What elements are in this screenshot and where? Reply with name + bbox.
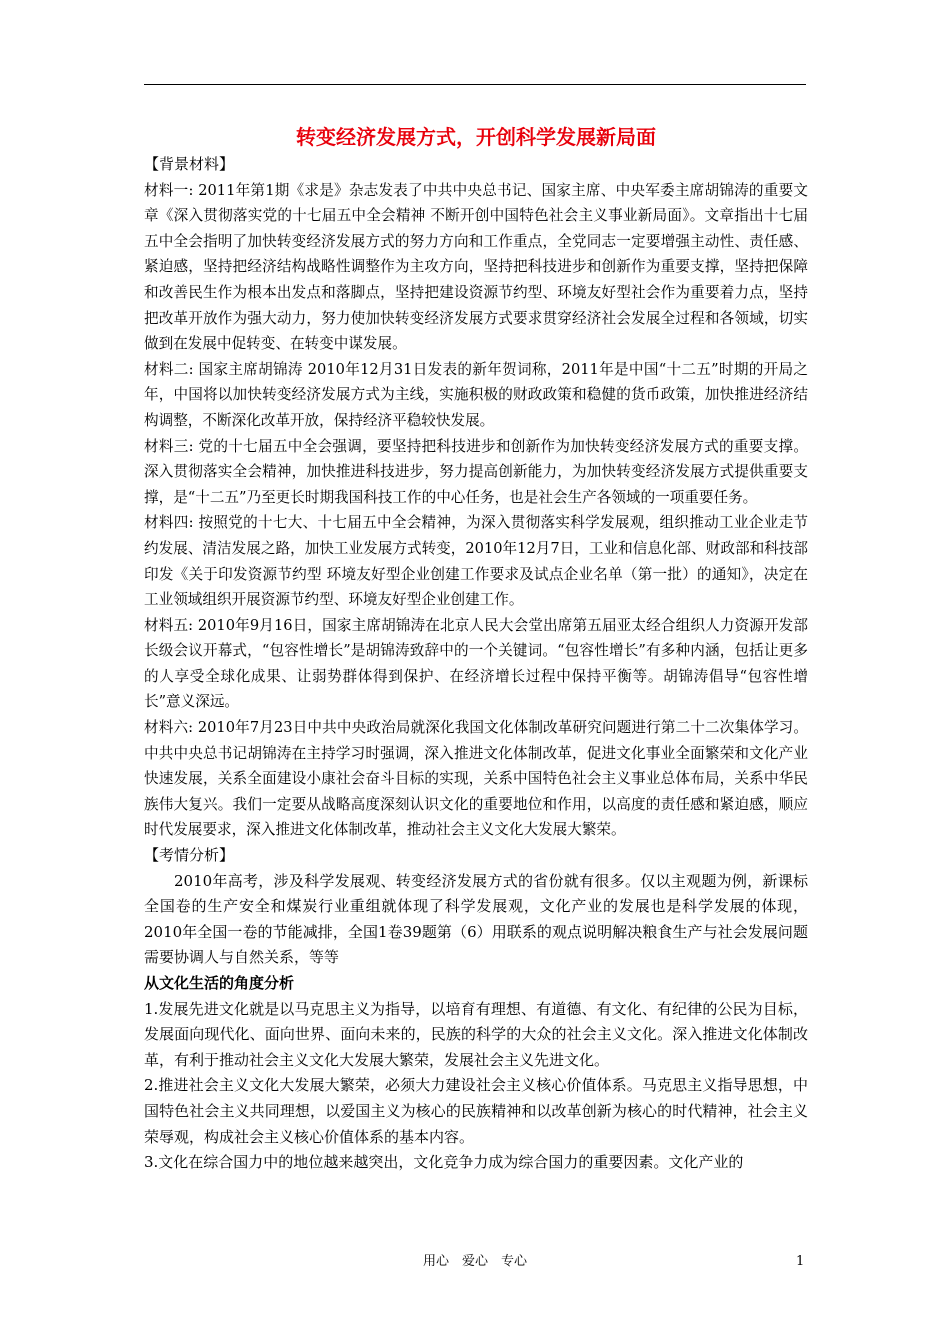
material-6: 材料六: 2010年7月23日中共中央政治局就深化我国文化体制改革研究问题进行第二十二次集体学习。中共中央总书记胡锦涛在主持学习时强调，深入推进文化体制改革，促进文化事业全面繁荣和文化产业快速发展，关系全面建设小康社会奋斗目标的实现，关系中国特色社会主义事业总体布局，关系中华民族伟大复兴。我们一定要从战略高度深刻认识文化的重要地位和作用，以高度的责任感和紧迫感，顺应时代发展要求，深入推进文化体制改革，推动社会主义文化大发展大繁荣。 xyxy=(144,719,808,839)
page-number: 1 xyxy=(796,1254,805,1269)
background-heading: 【背景材料】 xyxy=(144,155,235,173)
material-3: 材料三: 党的十七届五中全会强调，要坚持把科技进步和创新作为加快转变经济发展方式的重要支撑。深入贯彻落实全会精神，加快推进科技进步，努力提高创新能力，为加快转变经济发展方式提供重要支撑，是“十二五”乃至更长时期我国科技工作的中心任务，也是社会生产各领域的一项重要任务。 xyxy=(144,437,808,506)
culture-point-3: 3.文化在综合国力中的地位越来越突出，文化竞争力成为综合国力的重要因素。文化产业的 xyxy=(144,1153,744,1172)
header-rule xyxy=(144,84,806,85)
material-2: 材料二: 国家主席胡锦涛 2010年12月31日发表的新年贺词称，2011年是中国“十二五”时期的开局之年，中国将以加快转变经济发展方式为主线，实施积极的财政政策和稳健的货币政策，加快推进经济结构调整，不断深化改革开放，保持经济平稳较快发展。 xyxy=(144,360,808,429)
document-body xyxy=(144,122,808,1176)
culture-point-2: 2.推进社会主义文化大发展大繁荣，必须大力建设社会主义核心价值体系。马克思主义指导思想，中国特色社会主义共同理想，以爱国主义为核心的民族精神和以改革创新为核心的时代精神，社会主义荣辱观，构成社会主义核心价值体系的基本内容。 xyxy=(144,1076,808,1146)
material-5: 材料五: 2010年9月16日，国家主席胡锦涛在北京人民大会堂出席第五届亚太经合组织人力资源开发部长级会议开幕式，“包容性增长”是胡锦涛致辞中的一个关键词。“包容性增长”有多种内涵，包括让更多的人享受全球化成果、让弱势群体得到保护、在经济增长过程中保持平衡等。胡锦涛倡导“包容性增长”意义深远。 xyxy=(144,616,808,711)
analysis-heading: 【考情分析】 xyxy=(144,846,235,865)
footer-slogan: 用心 爱心 专心 xyxy=(422,1254,527,1269)
culture-heading: 从文化生活的角度分析 xyxy=(144,974,295,992)
analysis-text: 2010年高考，涉及科学发展观、转变经济发展方式的省份就有很多。仅以主观题为例，新课标全国卷的生产安全和煤炭行业重组就体现了科学发展观，文化产业的发展也是科学发展的体现，2010年全国一卷的节能减排，全国1卷39题第（6）用联系的观点说明解决粮食生产与社会发展问题需要协调人与自然关系，等等 xyxy=(144,871,808,967)
material-4: 材料四: 按照党的十七大、十七届五中全会精神，为深入贯彻落实科学发展观，组织推动工业企业走节约发展、清洁发展之路，加快工业发展方式转变，2010年12月7日，工业和信息化部、财政部和科技部印发《关于印发资源节约型 环境友好型企业创建工作要求及试点企业名单（第一批）的通知》，决定在工业领域组织开展资源节约型、环境友好型企业创建工作。 xyxy=(144,514,808,609)
culture-point-1: 1.发展先进文化就是以马克思主义为指导，以培育有理想、有道德、有文化、有纪律的公民为目标，发展面向现代化、面向世界、面向未来的，民族的科学的大众的社会主义文化。深入推进文化体制改革，有利于推动社会主义文化大发展大繁荣，发展社会主义先进文化。 xyxy=(144,999,808,1069)
material-1: 材料一: 2011年第1期《求是》杂志发表了中共中央总书记、国家主席、中央军委主席胡锦涛的重要文章《深入贯彻落实党的十七届五中全会精神 不断开创中国特色社会主义事业新局面》。文章指出十七届五中全会指明了加快转变经济发展方式的努力方向和工作重点，全党同志一定要增强主动性、责任感、紧迫感，坚持把经济结构战略性调整作为主攻方向，坚持把科技进步和创新作为重要支撑，坚持把保障和改善民生作为根本出发点和落脚点，坚持把建设资源节约型、环境友好型社会作为重要着力点，坚持把改革开放作为强大动力，努力使加快转变经济发展方式要求贯穿经济社会发展全过程和各领域，切实做到在发展中促转变、在转变中谋发展。 xyxy=(144,181,808,353)
document-title: 转变经济发展方式，开创科学发展新局面 xyxy=(296,125,656,149)
page-footer xyxy=(0,1252,950,1272)
